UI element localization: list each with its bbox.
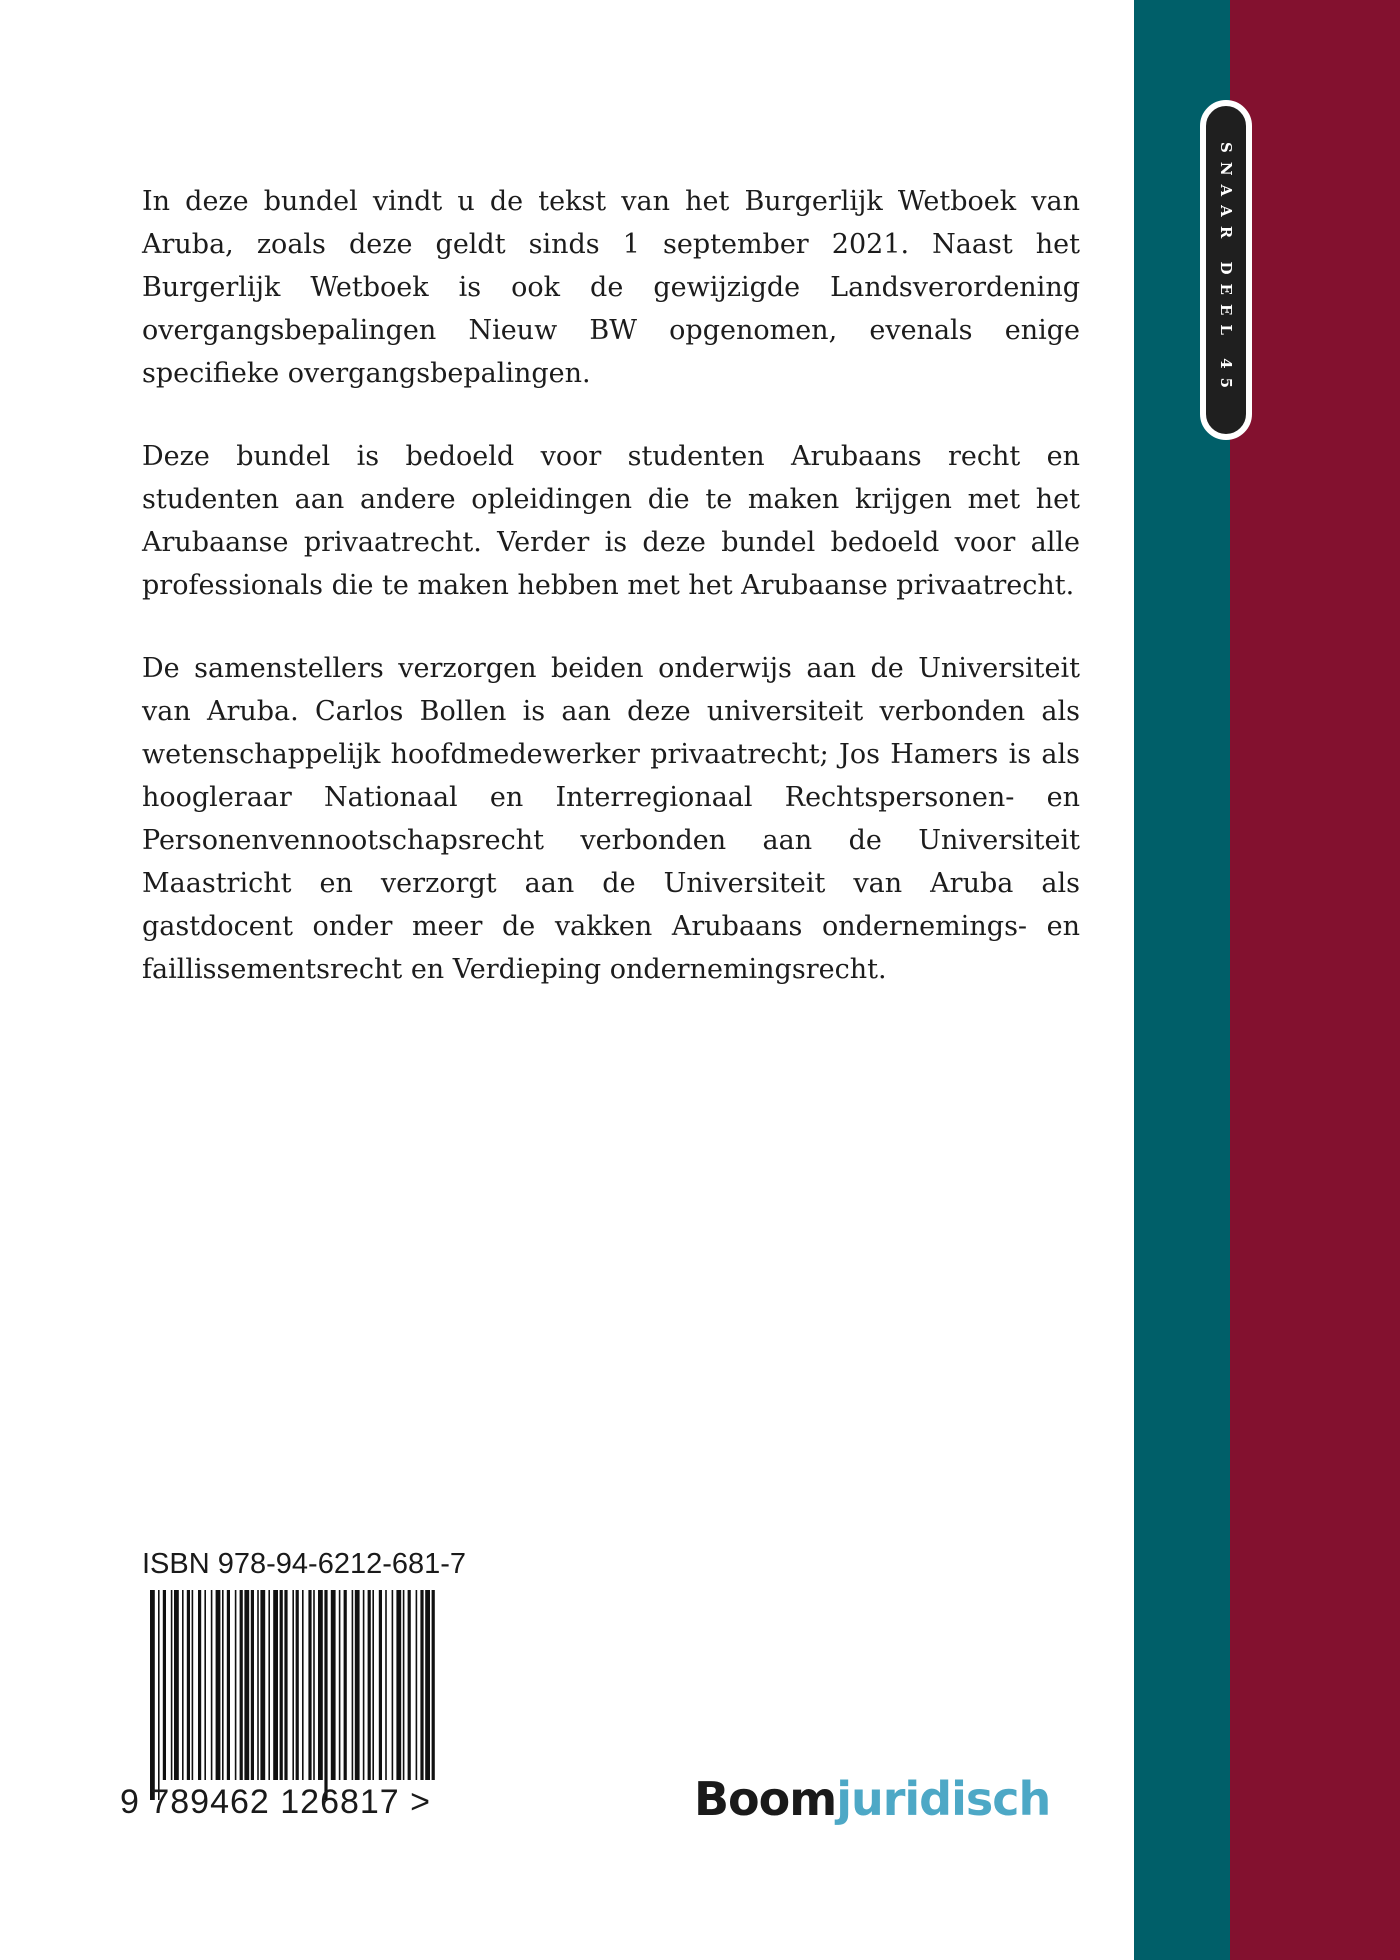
blurb-paragraph-3: De samenstellers verzorgen beiden onderwijs aan de Universiteit van Aruba. Carlos Bollen is aan deze universiteit verbonden als wetenschappelijk hoofdmedewerker privaatrecht; Jos Hamers is als hoogleraar Nationaal en Interregionaal Rechtspersonen- en Personenvennootschapsrecht verbonden aan de Universiteit Maastricht en verzorgt aan de Universiteit van Aruba als gastdocent onder meer de vakken Arubaans ondernemings- en faillissementsrecht en Verdieping ondernemingsrecht. xyxy=(142,653,1080,985)
barcode-bar xyxy=(150,1590,155,1800)
barcode-bar xyxy=(227,1590,230,1780)
barcode-bar xyxy=(331,1590,336,1780)
barcode-bar xyxy=(324,1590,327,1800)
barcode-bar xyxy=(339,1590,341,1780)
barcode-bar xyxy=(171,1590,173,1780)
blurb-paragraph-1: In deze bundel vindt u de tekst van het Burgerlijk Wetboek van Aruba, zoals deze geldt sinds 1 september 2021. Naast het Burgerlijk Wetboek is ook de gewijzigde Landsverordening overgangsbepalingen Nieuw BW opgenomen, evenals enige specifieke overgangsbepalingen. xyxy=(142,186,1080,389)
barcode-bar xyxy=(396,1590,401,1780)
barcode-bar xyxy=(296,1590,299,1780)
blurb-paragraph-2: Deze bundel is bedoeld voor studenten Arubaans recht en studenten aan andere opleidingen die te maken krijgen met het Arubaanse privaatrecht. Verder is deze bundel bedoeld voor alle professionals die te maken hebben met het Arubaanse privaatrecht. xyxy=(142,441,1080,601)
barcode-bar xyxy=(260,1590,265,1780)
barcode-bar xyxy=(416,1590,418,1780)
barcode-bar xyxy=(432,1590,435,1780)
barcode-bar xyxy=(363,1590,365,1780)
barcode-bar xyxy=(368,1590,371,1780)
barcode-bar xyxy=(211,1590,213,1780)
barcode xyxy=(150,1590,440,1800)
barcode-bar xyxy=(403,1590,405,1780)
barcode-bar xyxy=(187,1590,190,1780)
series-badge xyxy=(1200,100,1252,440)
barcode-bar xyxy=(257,1590,259,1780)
barcode-bar xyxy=(344,1590,347,1780)
publisher-logo-boom: Boom xyxy=(694,1772,837,1826)
barcode-bar xyxy=(372,1590,374,1780)
barcode-bar xyxy=(379,1590,382,1780)
spine-red-band xyxy=(1230,0,1400,1960)
barcode-bar xyxy=(163,1590,166,1780)
barcode-bar xyxy=(204,1590,206,1780)
barcode-bar xyxy=(273,1590,278,1780)
barcode-bar xyxy=(235,1590,237,1780)
barcode-bar xyxy=(198,1590,201,1780)
barcode-bar xyxy=(158,1590,160,1800)
blurb-text xyxy=(142,180,1080,1031)
barcode-bar xyxy=(284,1590,287,1780)
barcode-bar xyxy=(222,1590,224,1780)
barcode-bar xyxy=(216,1590,221,1780)
series-label: SNAAR DEEL 45 xyxy=(1217,142,1235,398)
barcode-bar xyxy=(302,1590,304,1780)
barcode-bar xyxy=(240,1590,243,1780)
barcode-bar xyxy=(174,1590,179,1780)
barcode-bar xyxy=(182,1590,184,1780)
isbn-label: ISBN 978-94-6212-681-7 xyxy=(142,1548,467,1580)
barcode-bar xyxy=(308,1590,311,1780)
barcode-bar xyxy=(280,1590,283,1780)
publisher-logo-juridisch: juridisch xyxy=(836,1772,1051,1826)
barcode-bar xyxy=(392,1590,394,1780)
barcode-bar xyxy=(292,1590,294,1780)
barcode-bar xyxy=(318,1590,323,1780)
barcode-bar xyxy=(425,1590,430,1780)
publisher-logo xyxy=(694,1772,1050,1826)
barcode-bar xyxy=(313,1590,315,1780)
barcode-bar xyxy=(244,1590,249,1780)
barcode-bar xyxy=(355,1590,360,1780)
barcode-bar xyxy=(385,1590,387,1780)
barcode-bar xyxy=(268,1590,270,1780)
barcode-digits: 9 789462 126817 > xyxy=(120,1783,432,1821)
barcode-bar xyxy=(420,1590,423,1780)
barcode-bar xyxy=(408,1590,411,1780)
barcode-bar xyxy=(192,1590,194,1780)
barcode-bar xyxy=(352,1590,354,1780)
barcode-bar xyxy=(251,1590,254,1780)
